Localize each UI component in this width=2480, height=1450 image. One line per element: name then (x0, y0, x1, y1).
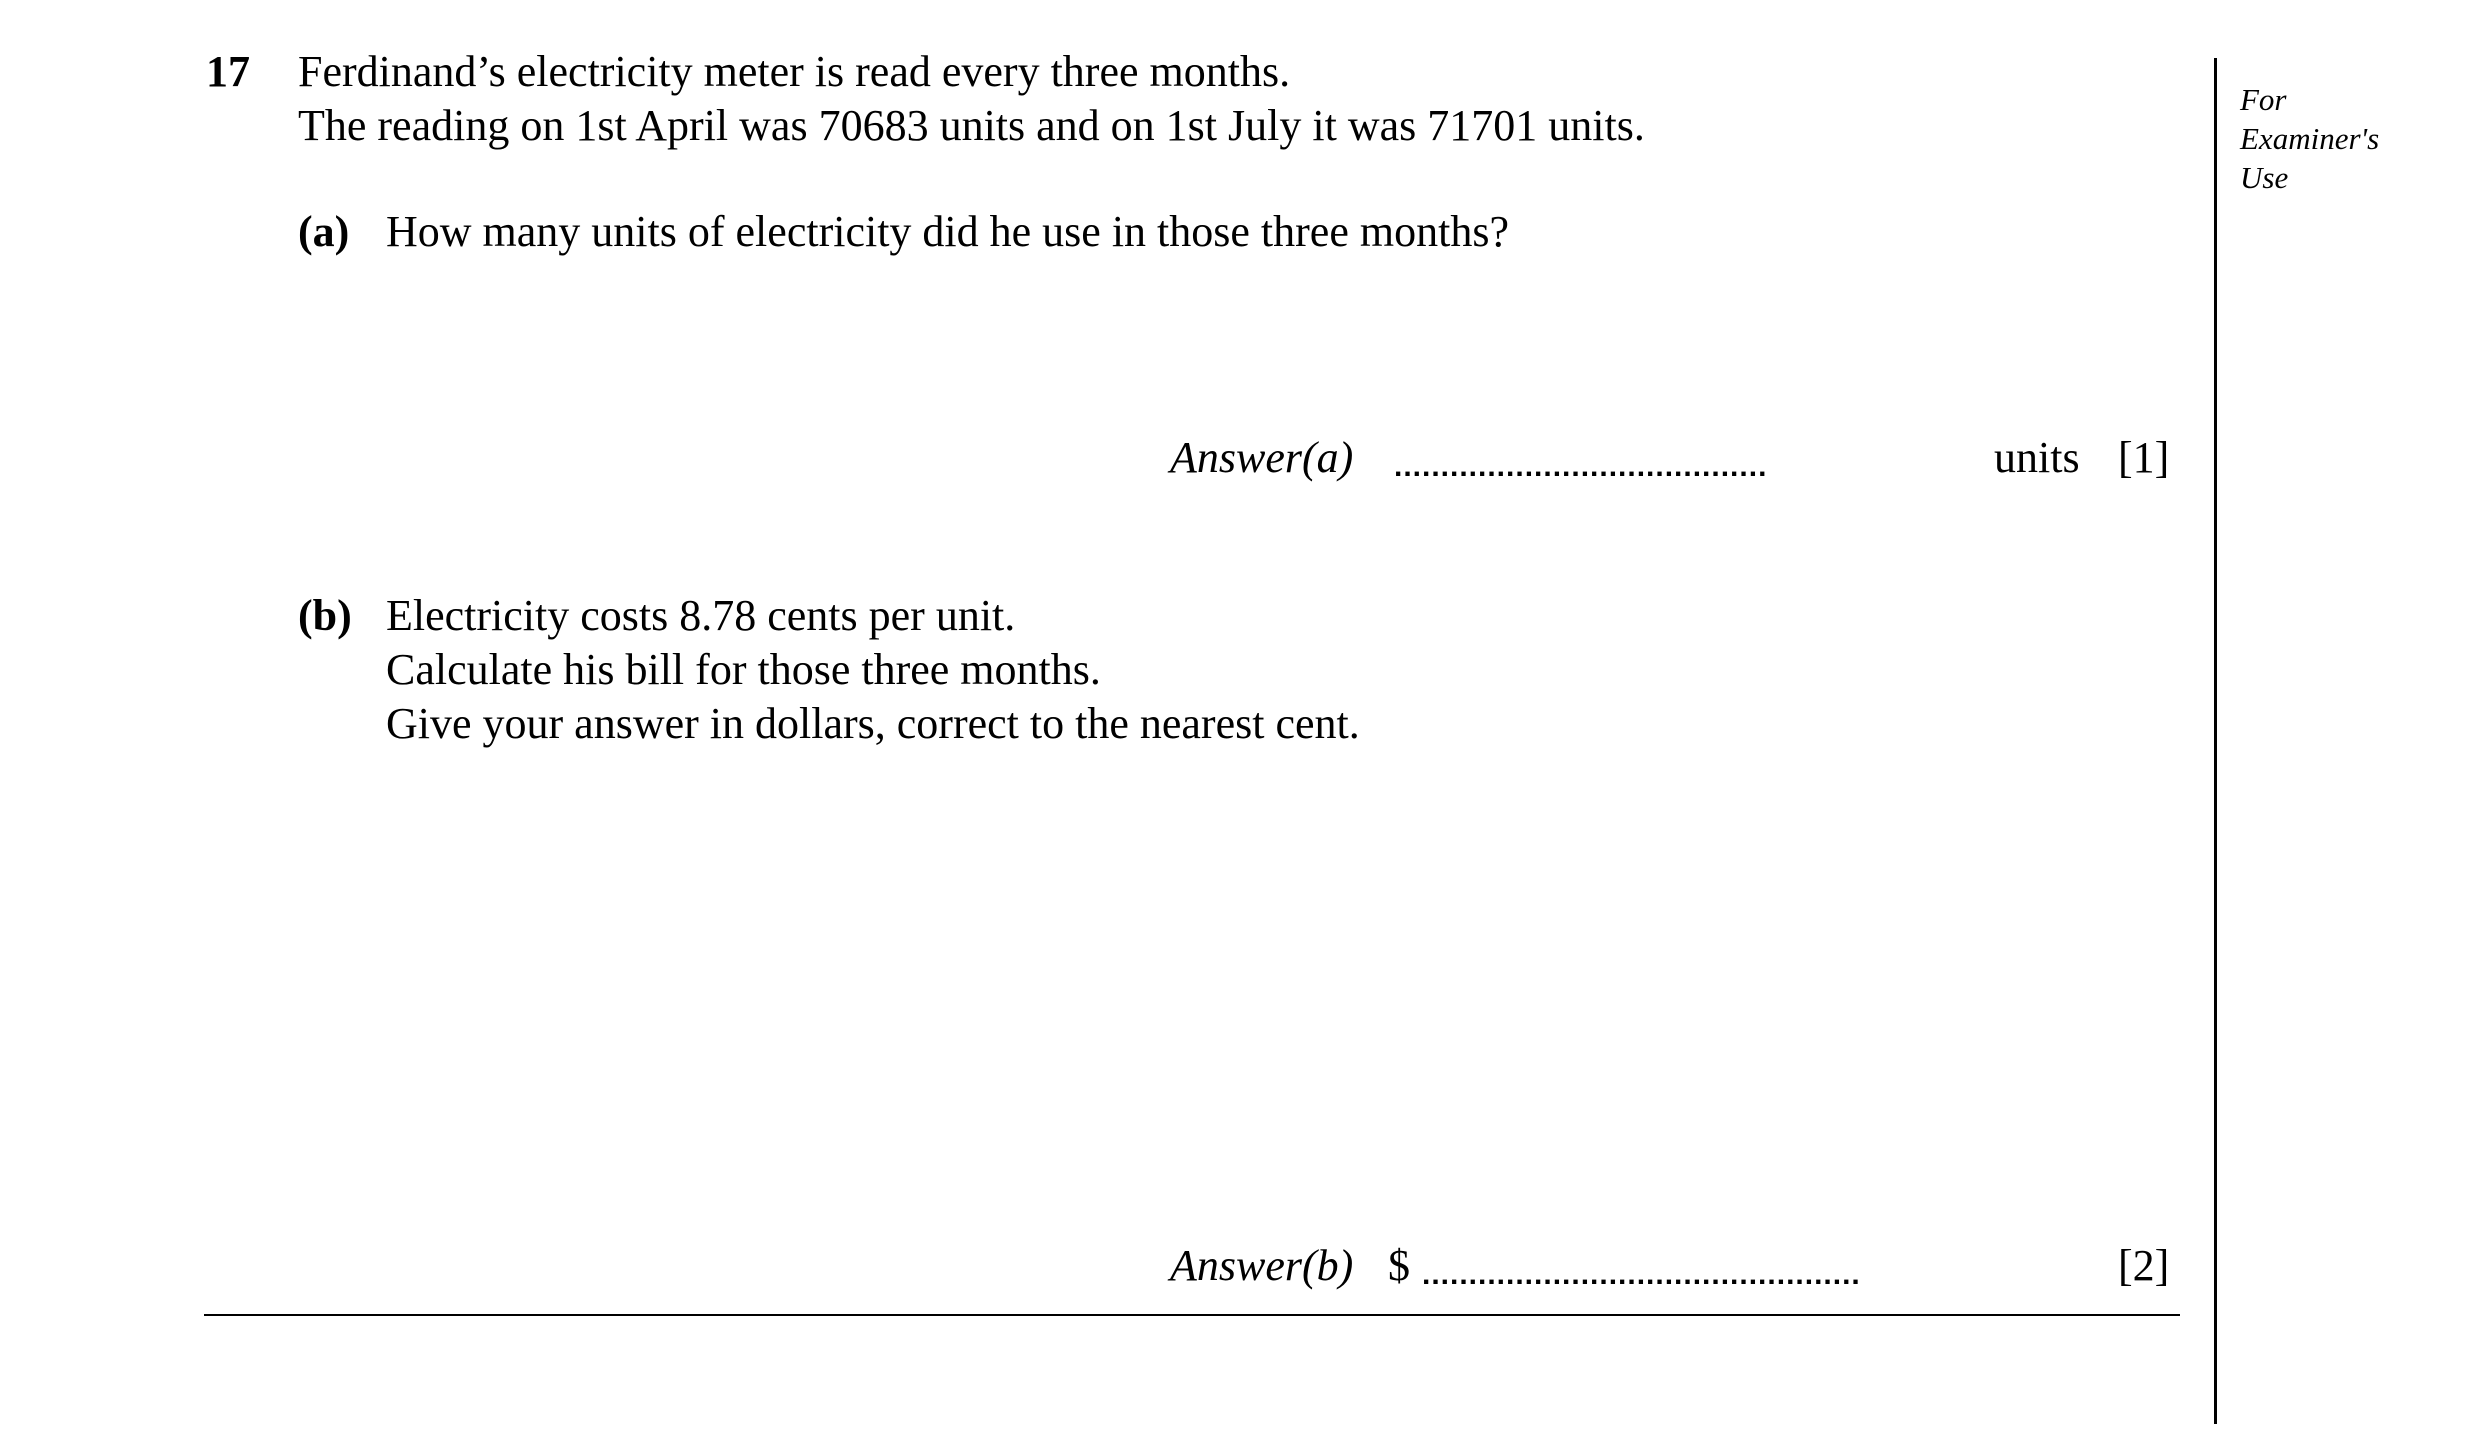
question-number: 17 (206, 47, 250, 96)
answer-a-marks: [1] (2118, 433, 2170, 482)
examiner-use-label (2240, 80, 2379, 197)
question-stem-line: The reading on 1st April was 70683 units and on 1st July it was 71701 units. (298, 101, 1645, 150)
examiner-use-line: For (2240, 82, 2287, 117)
answer-b-label: Answer(b) (1170, 1241, 1354, 1290)
part-b-question-line: Electricity costs 8.78 cents per unit. (386, 591, 1016, 640)
part-a-label: (a) (298, 207, 350, 256)
answer-b-line[interactable]: ............................................... (1422, 1258, 1861, 1291)
margin-rule (2214, 58, 2217, 1424)
part-b-label: (b) (298, 591, 352, 640)
examiner-use-line: Examiner's (2240, 121, 2380, 156)
part-b-question-line: Calculate his bill for those three months. (386, 645, 1101, 694)
examiner-use-line: Use (2240, 160, 2289, 195)
answer-a-unit: units (1994, 433, 2080, 482)
bottom-rule (204, 1314, 2180, 1316)
answer-a-label: Answer(a) (1170, 433, 1354, 482)
answer-b-marks: [2] (2118, 1241, 2170, 1290)
answer-a-line[interactable]: ........................................ (1394, 450, 1768, 483)
answer-b-currency: $ (1388, 1241, 1410, 1290)
question-stem-line: Ferdinand’s electricity meter is read every three months. (298, 47, 1291, 96)
part-a-question: How many units of electricity did he use in those three months? (386, 207, 1509, 256)
part-b-question-line: Give your answer in dollars, correct to the nearest cent. (386, 699, 1360, 748)
